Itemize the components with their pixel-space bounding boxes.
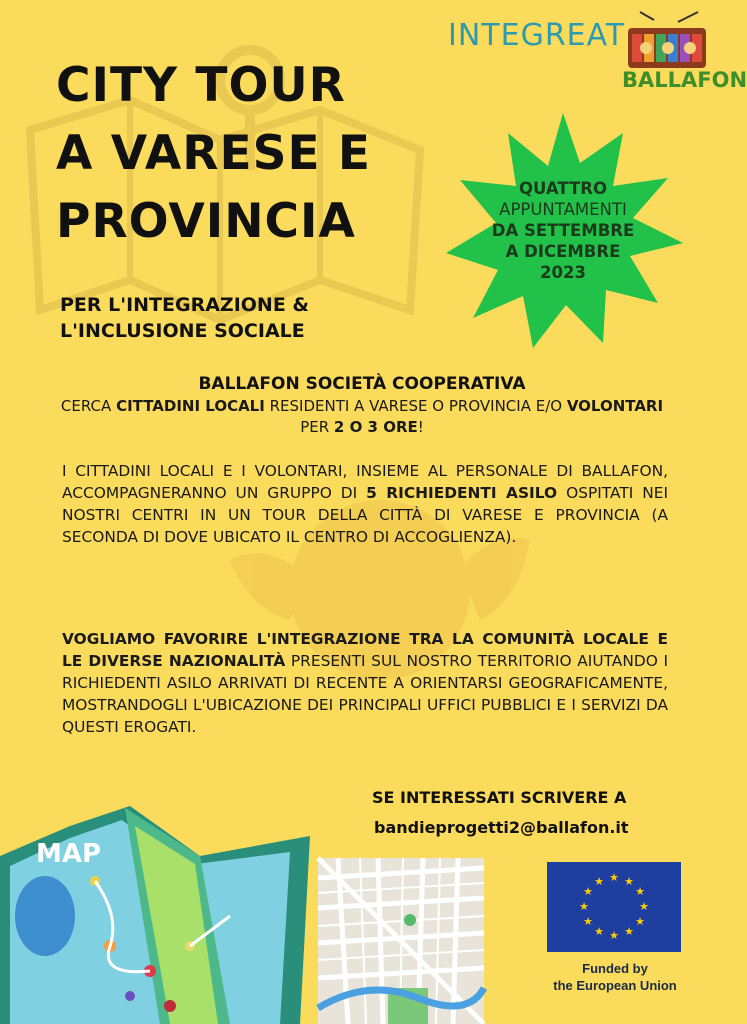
city-map-image — [318, 858, 484, 1024]
svg-text:★: ★ — [635, 885, 645, 898]
ballafon-logo-text: BALLAFON — [622, 68, 747, 92]
seek-part-1: CERCA — [60, 397, 117, 415]
seek-part-4: ! — [417, 418, 424, 436]
paragraph-1-part-2: OSPITATI NEI NOSTRI CENTRI IN UN TOUR DELLA CITTÀ DI VARESE E PROVINCIA (A SECONDA DI DOVE UBICATO IL CENTRO DI ACCOGLIENZA). — [62, 484, 668, 546]
burst-line-2: APPUNTAMENTI — [499, 200, 627, 219]
seek-bold-2: VOLONTARI — [566, 397, 664, 415]
eu-funding-text — [532, 960, 698, 994]
burst-text — [478, 178, 648, 283]
svg-text:★: ★ — [583, 915, 593, 928]
integreat-logo: INTEGREAT — [448, 18, 626, 53]
svg-text:★: ★ — [609, 929, 619, 942]
subtitle-line-2: L'INCLUSIONE SOCIALE — [60, 320, 305, 342]
contact-email-link[interactable]: bandieprogetti2@ballafon.it — [374, 818, 629, 837]
seek-bold-1: CITTADINI LOCALI — [116, 397, 265, 415]
paragraph-1 — [62, 460, 668, 548]
svg-text:★: ★ — [579, 900, 589, 913]
eu-flag-icon — [547, 862, 681, 952]
title-line-1: CITY TOUR — [56, 58, 346, 113]
contact-label: SE INTERESSATI SCRIVERE A — [372, 788, 627, 807]
burst-line-1: QUATTRO — [518, 179, 608, 198]
title-line-2: A VARESE E — [56, 126, 372, 181]
paragraph-1-bold: 5 RICHIEDENTI ASILO — [366, 484, 558, 502]
subtitle-line-1: PER L'INTEGRAZIONE & — [60, 294, 309, 316]
seek-text — [50, 396, 674, 438]
organization-name: BALLAFON SOCIETÀ COOPERATIVA — [198, 374, 526, 394]
seek-part-3: PER — [300, 418, 334, 436]
seek-part-2: RESIDENTI A VARESE O PROVINCIA E/O — [264, 397, 567, 415]
seek-bold-3: 2 O 3 ORE — [333, 418, 418, 436]
map-label: MAP — [36, 839, 102, 869]
main-title — [56, 52, 371, 256]
paragraph-2-bold: VOGLIAMO FAVORIRE L'INTEGRAZIONE TRA LA COMUNITÀ LOCALE E LE DIVERSE NAZIONALITÀ — [62, 630, 668, 670]
svg-text:★: ★ — [594, 925, 604, 938]
eu-line-1: Funded by — [582, 961, 648, 976]
svg-text:★: ★ — [624, 875, 634, 888]
svg-text:★: ★ — [639, 900, 649, 913]
map-illustration — [0, 796, 310, 1024]
eu-line-2: the European Union — [553, 978, 677, 993]
burst-line-5: 2023 — [540, 263, 586, 282]
paragraph-2 — [62, 628, 668, 738]
svg-text:★: ★ — [624, 925, 634, 938]
svg-text:★: ★ — [609, 871, 619, 884]
burst-line-4: A DICEMBRE — [505, 242, 621, 261]
subtitle — [60, 292, 309, 344]
burst-line-3: DA SETTEMBRE — [491, 221, 635, 240]
svg-text:★: ★ — [583, 885, 593, 898]
title-line-3: PROVINCIA — [56, 194, 356, 249]
svg-text:★: ★ — [635, 915, 645, 928]
paragraph-1-part-1: I CITTADINI LOCALI E I VOLONTARI, INSIEME AL PERSONALE DI BALLAFON, ACCOMPAGNERANNO UN GRUPPO DI — [62, 462, 668, 502]
svg-text:★: ★ — [594, 875, 604, 888]
paragraph-2-part: PRESENTI SUL NOSTRO TERRITORIO AIUTANDO I RICHIEDENTI ASILO ARRIVATI DI RECENTE A ORIENTARSI GEOGRAFICAMENTE, MOSTRANDOGLI L'UBICAZIONE DEI PRINCIPALI UFFICI PUBBLICI E I SERVIZI DA QUESTI EROGATI. — [62, 652, 668, 736]
ballafon-logo-icon — [618, 8, 718, 108]
